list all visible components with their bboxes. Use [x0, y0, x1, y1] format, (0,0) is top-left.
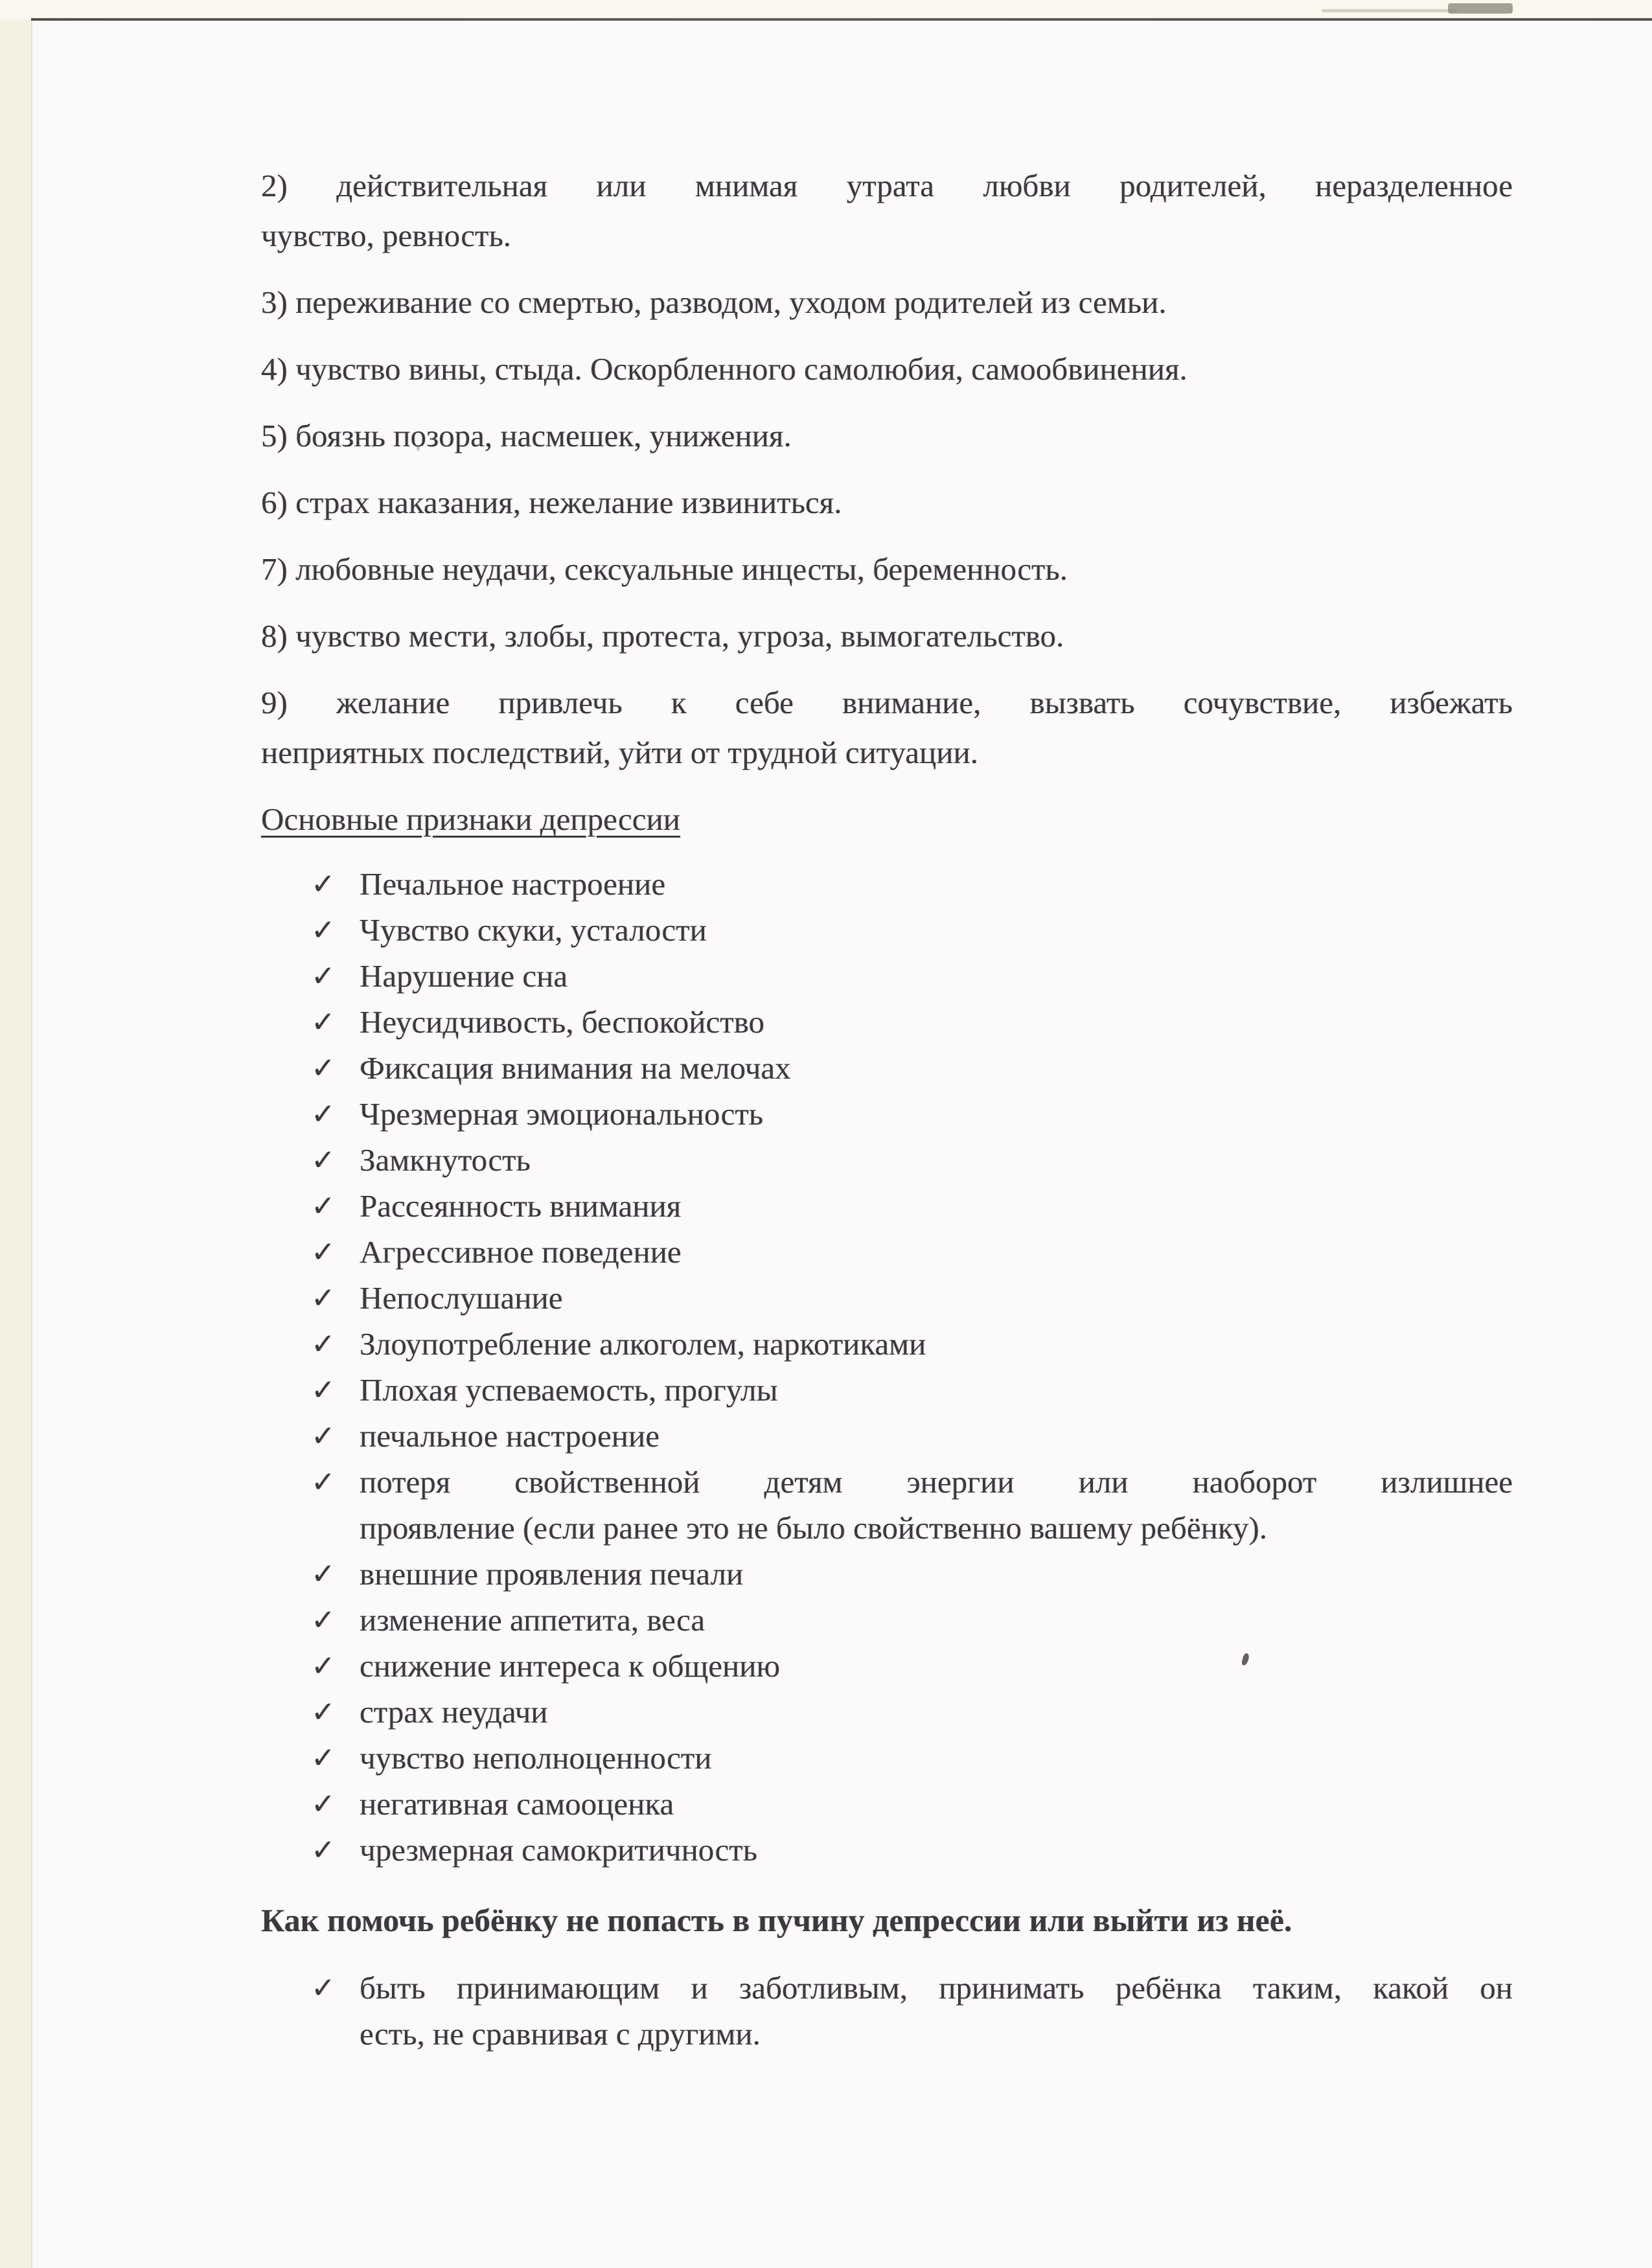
checkmark-icon: ✓ [311, 1741, 336, 1775]
checklist-item-text [360, 1459, 1513, 1551]
checklist-item-line: быть принимающим и заботливым, принимать ребёнка таким, какой он [360, 1970, 1513, 2006]
checklist-item-text [360, 1965, 1513, 2057]
checklist-item-text: Агрессивное поведение [360, 1234, 682, 1270]
numbered-item-line: 7) любовные неудачи, сексуальные инцесты, беременность. [261, 551, 1068, 587]
numbered-item-6 [261, 477, 1513, 527]
signs-checklist [311, 861, 1513, 1873]
checkmark-icon: ✓ [311, 867, 336, 901]
checklist-item [311, 999, 1513, 1045]
checklist-item [311, 1781, 1513, 1827]
checklist-item [311, 1597, 1513, 1643]
scan-artifact-smudge [1448, 3, 1513, 14]
checkmark-icon: ✓ [311, 1281, 336, 1315]
numbered-item-line: 8) чувство мести, злобы, протеста, угроза, вымогательство. [261, 618, 1064, 654]
checklist-item [311, 1413, 1513, 1459]
checklist-item [311, 907, 1513, 953]
checkmark-icon: ✓ [311, 959, 336, 993]
section-heading-signs-text: Основные признаки депрессии [261, 801, 681, 837]
checklist-item [311, 1643, 1513, 1689]
checkmark-icon: ✓ [311, 1097, 336, 1131]
checkmark-icon: ✓ [311, 1143, 336, 1177]
numbered-item-line: 2) действительная или мнимая утрата любви родителей, неразделенное [261, 168, 1513, 203]
checklist-item-text: чрезмерная самокритичность [360, 1832, 758, 1868]
checklist-item-text: негативная самооценка [360, 1786, 674, 1822]
numbered-item-5 [261, 411, 1513, 461]
scan-artifact-trail [1322, 9, 1458, 12]
checklist-item-text: страх неудачи [360, 1694, 548, 1730]
section-heading-signs [261, 794, 1513, 844]
checklist-item-text: Рассеянность внимания [360, 1188, 682, 1224]
checklist-item-text: Чрезмерная эмоциональность [360, 1096, 764, 1132]
checkmark-icon: ✓ [311, 1787, 336, 1821]
checkmark-icon: ✓ [311, 1971, 336, 2005]
checklist-item-text: Печальное настроение [360, 866, 666, 902]
numbered-item-9 [261, 678, 1513, 777]
checkmark-icon: ✓ [311, 1419, 336, 1453]
help-heading: Как помочь ребёнку не попасть в пучину депрессии или выйти из неё. [261, 1902, 1292, 1938]
checkmark-icon: ✓ [311, 1465, 336, 1499]
checkmark-icon: ✓ [311, 1603, 336, 1637]
checklist-item [311, 1137, 1513, 1183]
checklist-item-text: Замкнутость [360, 1142, 531, 1178]
checklist-item-text: Плохая успеваемость, прогулы [360, 1372, 778, 1408]
checkmark-icon: ✓ [311, 1695, 336, 1729]
numbered-item-line: 9) желание привлечь к себе внимание, вызвать сочувствие, избежать [261, 685, 1513, 720]
checkmark-icon: ✓ [311, 1189, 336, 1223]
numbered-item-3 [261, 277, 1513, 327]
checkmark-icon: ✓ [311, 1327, 336, 1361]
checklist-item [311, 861, 1513, 907]
checkmark-icon: ✓ [311, 1649, 336, 1683]
checkmark-icon: ✓ [311, 913, 336, 947]
checklist-item [311, 1367, 1513, 1413]
checklist-item [311, 1551, 1513, 1597]
checklist-item [311, 953, 1513, 999]
checklist-item-text: снижение интереса к общению [360, 1648, 781, 1684]
checklist-item [311, 1827, 1513, 1873]
numbered-item-line: неприятных последствий, уйти от трудной ситуации. [261, 735, 978, 770]
checkmark-icon: ✓ [311, 1235, 336, 1269]
checklist-item [311, 1689, 1513, 1735]
checkmark-icon: ✓ [311, 1373, 336, 1407]
document-content [261, 161, 1513, 2057]
checklist-item [311, 1275, 1513, 1321]
checklist-item [311, 1091, 1513, 1137]
checklist-item-text: печальное настроение [360, 1418, 660, 1454]
checklist-item [311, 1183, 1513, 1229]
checkmark-icon: ✓ [311, 1051, 336, 1085]
numbered-item-line: 5) боязнь позора, насмешек, унижения. [261, 418, 792, 453]
numbered-item-line: 6) страх наказания, нежелание извиниться. [261, 485, 842, 520]
help-checklist [311, 1965, 1513, 2057]
checklist-item-text: Злоупотребление алкоголем, наркотиками [360, 1326, 926, 1362]
checklist-item-text: Непослушание [360, 1280, 563, 1316]
checklist-item [311, 1045, 1513, 1091]
checkmark-icon: ✓ [311, 1557, 336, 1591]
numbered-item-line: чувство, ревность. [261, 218, 512, 253]
numbered-item-4 [261, 344, 1513, 394]
paper-top-edge [31, 18, 1652, 21]
checklist-item [311, 1735, 1513, 1781]
checklist-item [311, 1965, 1513, 2057]
checklist-item-line: потеря свойственной детям энергии или наоборот излишнее [360, 1464, 1513, 1500]
checklist-item-text: изменение аппетита, веса [360, 1602, 706, 1638]
checklist-item-text: Чувство скуки, усталости [360, 912, 707, 948]
checklist-item-text: Неусидчивость, беспокойство [360, 1004, 764, 1040]
checklist-item-text: Фиксация внимания на мелочах [360, 1050, 791, 1086]
checklist-item-text: чувство неполноценности [360, 1740, 712, 1776]
checklist-item-text: внешние проявления печали [360, 1556, 744, 1592]
checkmark-icon: ✓ [311, 1833, 336, 1867]
checklist-item-line: есть, не сравнивая с другими. [360, 2016, 761, 2052]
checklist-item [311, 1321, 1513, 1367]
checklist-item [311, 1459, 1513, 1551]
checklist-item [311, 1229, 1513, 1275]
checklist-item-text: Нарушение сна [360, 958, 568, 994]
numbered-item-7 [261, 544, 1513, 594]
numbered-item-line: 4) чувство вины, стыда. Оскорбленного самолюбия, самообвинения. [261, 351, 1187, 387]
numbered-item-line: 3) переживание со смертью, разводом, уходом родителей из семьи. [261, 284, 1167, 320]
numbered-item-2 [261, 161, 1513, 260]
checklist-item-line: проявление (если ранее это не было свойственно вашему ребёнку). [360, 1510, 1267, 1546]
checkmark-icon: ✓ [311, 1005, 336, 1039]
numbered-item-8 [261, 611, 1513, 661]
